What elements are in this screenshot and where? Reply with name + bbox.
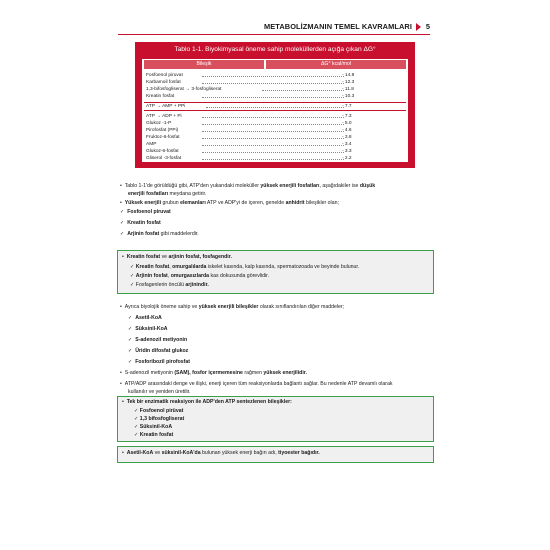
paragraph-line: kullanılır ve yeniden üretilir. <box>128 389 191 395</box>
checkmark-icon: ✓ <box>128 315 136 321</box>
running-header <box>118 22 430 35</box>
callout-line: ✓ Arjinin fosfat, omurgasızlarda kas dokusunda görevlidir. <box>130 273 270 279</box>
table-row: Gliserol -3-fosfat - 2.2 <box>146 156 352 161</box>
table-row: Glukoz-6-fosfat - 3.3 <box>146 149 352 154</box>
callout-item: ✓ Fosfoenol pirüvat <box>134 408 184 414</box>
paragraph-line: enerjili fosfatları meydana getirir. <box>128 191 207 197</box>
paragraph-line: • ATP/ADP arasındaki denge ve ilişki, enerji içeren tüm reaksiyonlarda bağlantı sağlar. Bu nedenle ATP devamlı olarak <box>120 381 393 387</box>
bullet-icon: • <box>120 370 125 376</box>
checkmark-icon: ✓ <box>134 432 140 438</box>
checkmark-icon: ✓ <box>130 264 136 270</box>
paragraph-line: • Tablo 1-1'de görüldüğü gibi, ATP'den yukarıdaki moleküller yüksek enerjili fosfatları, aşağıdakiler ise düşük <box>120 183 376 189</box>
bullet-icon: • <box>122 254 127 260</box>
checkmark-icon: ✓ <box>128 359 136 365</box>
table-header-compound: Bileşik <box>144 60 264 69</box>
checkmark-icon: ✓ <box>128 337 136 343</box>
callout-item: ✓ 1,3 bifosfogliserat <box>134 416 185 422</box>
check-item: ✓ Kreatin fosfat <box>120 220 161 226</box>
checkmark-icon: ✓ <box>120 231 128 237</box>
table-row: ATP → ADP + Pi - 7.3 <box>146 114 352 119</box>
checkmark-icon: ✓ <box>134 408 140 414</box>
bullet-icon: • <box>122 450 127 456</box>
paragraph-line: • Yüksek enerjili grubun elemanları ATP ve ADP'yi de içeren, genelde anhidrit bileşikler olan; <box>120 200 339 206</box>
bullet-icon: • <box>122 399 127 405</box>
check-item: ✓ Fosfoenol piruvat <box>120 209 171 215</box>
table-header-energy: ΔG° kcal/mol <box>266 60 406 69</box>
callout-line: • Tek bir enzimatik reaksiyon ile ADP'den ATP sentezlenen bileşikler: <box>122 399 292 405</box>
table-title: Tablo 1-1. Biyokimyasal öneme sahip moleküllerden açığa çıkan ΔG° <box>174 46 376 53</box>
checkmark-icon: ✓ <box>130 273 136 279</box>
paragraph-line: • S-adenozil metiyonin (SAM), fosfor içermemesine rağmen yüksek enerjilidir. <box>120 370 307 376</box>
check-item: ✓ Üridin difosfat glukoz <box>128 348 189 354</box>
check-item: ✓ Süksinil-KoA <box>128 326 168 332</box>
callout-line: • Asetil-KoA ve süksinil-KoA'da bulunan yüksek enerji bağın adı, tiyoester bağıdır. <box>122 450 320 456</box>
callout-item: ✓ Kreatin fosfat <box>134 432 174 438</box>
table-1-1 <box>135 42 415 168</box>
header-title: METABOLİZMANIN TEMEL KAVRAMLARI <box>263 22 412 31</box>
bullet-icon: • <box>120 183 125 189</box>
callout-line: ✓ Fosfagenlerin öncülü arjinindir. <box>130 282 209 288</box>
table-row: Fosfoenol piruvat - 14.8 <box>146 73 355 78</box>
check-item: ✓ S-adenozil metiyonin <box>128 337 188 343</box>
check-item: ✓ Arjinin fosfat gibi maddelerdir. <box>120 231 199 237</box>
table-row: 1,3-bifosfogliserat → 3-fosfogliserat - 11.8 <box>146 87 354 92</box>
table-row-highlight: ATP → AMP + PPi - 7.7 <box>144 102 406 111</box>
table-row: Pirofosfat (PPi) - 4.6 <box>146 128 352 133</box>
checkmark-icon: ✓ <box>134 416 140 422</box>
bullet-icon: • <box>120 381 125 387</box>
bullet-icon: • <box>120 200 125 206</box>
checkmark-icon: ✓ <box>128 326 136 332</box>
table-row: Kreatin fosfat - 10.3 <box>146 94 355 99</box>
paragraph-line: • Ayrıca biyolojik öneme sahip ve yüksek enerjili bileşikler olarak sınıflandırılan diğer maddeler; <box>120 304 345 310</box>
table-row: AMP - 3.4 <box>146 142 352 147</box>
checkmark-icon: ✓ <box>130 282 136 288</box>
table-row: Glukoz -1-P - 5.0 <box>146 121 352 126</box>
checkmark-icon: ✓ <box>120 209 128 215</box>
page-number: 5 <box>425 22 430 31</box>
checkmark-icon: ✓ <box>128 348 136 354</box>
check-item: ✓ Fosforibozil pirofosfat <box>128 359 190 365</box>
bullet-icon: • <box>120 304 125 310</box>
arrow-right-icon <box>416 23 421 31</box>
callout-item: ✓ Süksinil-KoA <box>134 424 173 430</box>
checkmark-icon: ✓ <box>120 220 128 226</box>
callout-line: • Kreatin fosfat ve arjinin fosfat, fosfagendir. <box>122 254 232 260</box>
table-row: Fruktoz-6-fosfat - 3.8 <box>146 135 352 140</box>
check-item: ✓ Asetil-KoA <box>128 315 162 321</box>
table-body <box>142 59 408 162</box>
checkmark-icon: ✓ <box>134 424 140 430</box>
callout-line: ✓ Kreatin fosfat, omurgalılarda iskelet kasında, kalp kasında, spermatozoada ve beyinde bulunur. <box>130 264 360 270</box>
table-row: Karbamoil fosfat - 12.3 <box>146 80 355 85</box>
